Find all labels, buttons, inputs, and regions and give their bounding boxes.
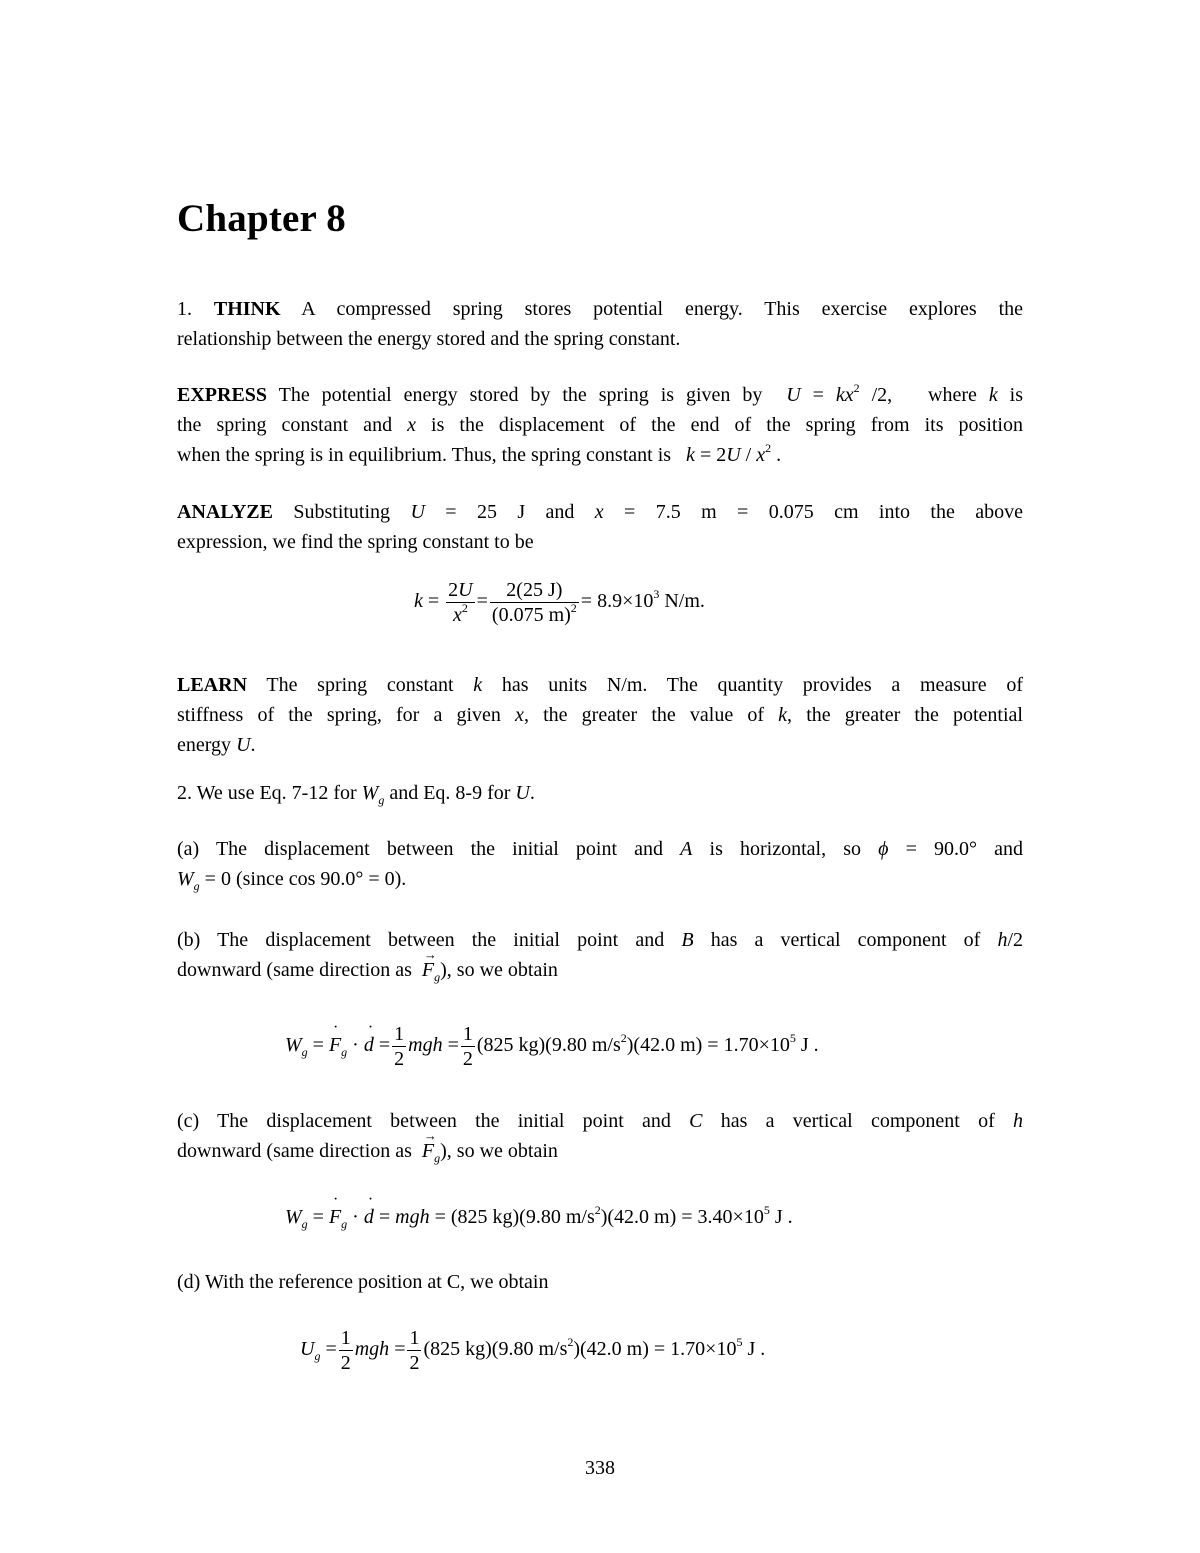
spring-constant-equation: k = $\frac{2U}{x^2}$ = $\frac{2(25 J)}{(0.075 m)^2}$ = $8.9\times 10^3$ N/m. <box>414 579 705 626</box>
part-c-paragraph: (c) The displacement between the initial point and C has a vertical component of h downward (same direction as → $F_g$), so we obtain <box>177 1106 1023 1166</box>
express-paragraph: EXPRESS The potential energy stored by the spring is given by $U = kx^2$ /2, where k is the spring constant and x is the displacement of the end of the spring from its position when the spring is in equilibrium. Thus, the spring constant is $k = 2U / x^2$ . <box>177 381 1024 466</box>
part-d-paragraph: (d) With the reference position at C, we obtain <box>177 1271 549 1293</box>
part-b-paragraph: (b) The displacement between the initial point and B has a vertical component of h/2 downward (same direction as → $F_g$), so we obtain <box>177 925 1023 985</box>
page-number: 338 <box>585 1457 615 1479</box>
problem-2-intro: 2. We use Eq. 7-12 for $W_g$ and Eq. 8-9 for U. <box>177 782 535 807</box>
think-paragraph: 1. THINK A compressed spring stores potential energy. This exercise explores the relationship between the energy stored and the spring constant. <box>177 298 1024 350</box>
part-d-equation: $U_g$ = $\frac{1}{2}$ mgh = $\frac{1}{2}$ (825 kg)(9.80 $m/s^2)(42.0$ $m) = 1.70\times 10^5$ J . <box>300 1327 766 1374</box>
chapter-title: Chapter 8 <box>177 197 346 240</box>
part-a-paragraph: (a) The displacement between the initial point and A is horizontal, so ϕ = 90.0° and $W_g = 0$ (since cos 90.0° = 0). <box>177 838 1023 893</box>
learn-paragraph: LEARN The spring constant k has units N/m. The quantity provides a measure of stiffness of the spring, for a given x, the greater the value of k, the greater the potential energy U. <box>177 674 1023 756</box>
part-b-equation: $W_g$ = · $F_g$ · · d = $\frac{1}{2}$ mgh = $\frac{1}{2}$ (825 kg)(9.80 $m/s^2)(42.0$ $m) = 1.70\times 10^5$ J . <box>285 1022 819 1071</box>
part-c-equation: $W_g$ = · $F_g$ · · d = mgh = (825 kg)(9.80 $m/s^2)(42.0$ $m) = 3.40\times 10^5$ J . <box>285 1206 793 1229</box>
analyze-paragraph: ANALYZE Substituting U = 25 J and x = 7.5 m = 0.075 cm into the above expression, we find the spring constant to be <box>177 501 1023 553</box>
